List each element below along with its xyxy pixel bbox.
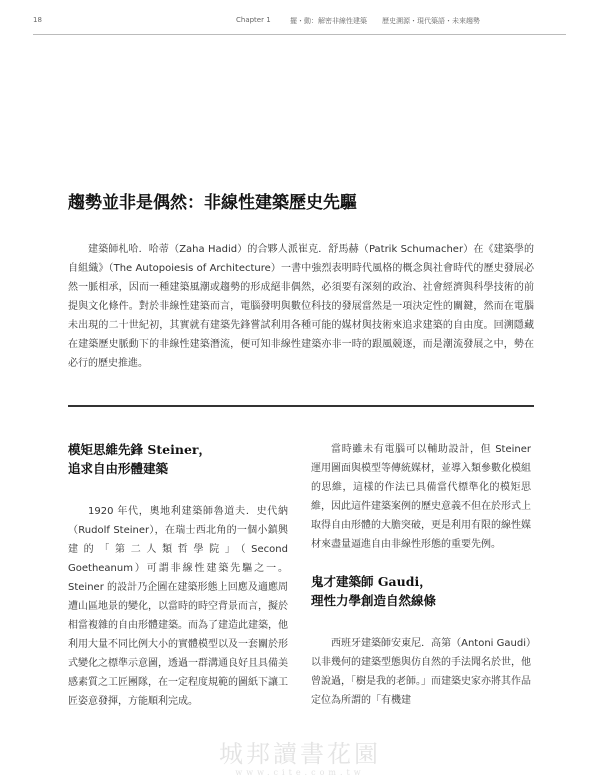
- steiner-paragraph: 1920 年代，奧地利建築師魯道夫．史代納（Rudolf Steiner），在瑞士西北角的一個小鎮興建的「第二人類哲學院」（Second Goetheanum）可謂非線性建築先驅之一。Steiner 的設計乃企圖在建築形態上回應及適應周遭山區地景的變化，以當時的時空背景而言，擬於相當複雜的自由形體建築。而為了建造此建築，他利用大量不同比例大小的實體模型以及一套關於形式變化之標準示意圖，透過一群溝通良好且具備美感素質之工匠團隊，在一定程度規範的圖紙下讓工匠姿意發揮，方能順利完成。: [68, 506, 288, 707]
- watermark: [0, 740, 600, 778]
- left-column: [68, 440, 288, 711]
- right-column: [311, 440, 531, 710]
- steiner-heading-line1: 模矩思維先鋒 Steiner，: [68, 442, 211, 457]
- steiner-continued-paragraph: 當時雖未有電腦可以輔助設計，但 Steiner 運用圖面與模型等傳統媒材，並導入類參數化模組的思維，這樣的作法已具備當代標準化的模矩思維，因此這件建築案例的歷史意義不但在於形式上取得自由形體的大膽突破，更是利用有限的線性媒材來盡量逼進自由非線性形態的重要先例。: [311, 444, 531, 550]
- section-title: 歷史溯源・現代築語・未來趨勢: [382, 17, 480, 25]
- page-number: 18: [33, 16, 42, 24]
- page-header: [0, 16, 600, 30]
- steiner-heading: [68, 440, 288, 478]
- chapter-label: Chapter 1: [236, 16, 271, 24]
- header-rule: [33, 34, 566, 35]
- gaudi-heading-line1: 鬼才建築師 Gaudi，: [311, 574, 432, 589]
- section-divider: [68, 405, 534, 407]
- gaudi-heading-line2: 理性力學創造自然線條: [311, 593, 437, 608]
- watermark-text: 城邦讀書花園: [219, 740, 381, 768]
- gaudi-heading: [311, 572, 531, 610]
- gaudi-paragraph: 西班牙建築師安東尼．高第（Antoni Gaudi）以非幾何的建築型態與仿自然的手法聞名於世，他曾說過，「樹是我的老師。」而建築史家亦將其作品定位為所謂的「有機建: [311, 638, 531, 706]
- chapter-title: 擺・動：解密非線性建築: [290, 17, 367, 25]
- watermark-url: www.cite.com.tw: [235, 768, 365, 777]
- steiner-heading-line2: 追求自由形體建築: [68, 461, 169, 476]
- page-title: 趨勢並非是偶然：非線性建築歷史先驅: [68, 193, 357, 213]
- intro-paragraph: 建築師札哈．哈蒂（Zaha Hadid）的合夥人派崔克．舒馬赫（Patrik Schumacher）在《建築學的自組織》（The Autopoiesis of Architecture）一書中強烈表明時代風格的概念與社會時代的歷史發展必然一脈相承，因而一種建築風潮或趨勢的形成絕非偶然，必須要有深刻的政治、社會經濟與科學技術的前提與文化條件。對於非線性建築而言，電腦發明與數位科技的發展當然是一項決定性的關鍵，然而在電腦未出現的二十世紀初，其實就有建築先鋒嘗試利用各種可能的媒材與技術來追求建築的自由度。回溯隱藏在建築歷史脈動下的非線性建築潛流，便可知非線性建築亦非一時的跟風競逐，而是潮流發展之中，勢在必行的歷史推進。: [68, 244, 534, 369]
